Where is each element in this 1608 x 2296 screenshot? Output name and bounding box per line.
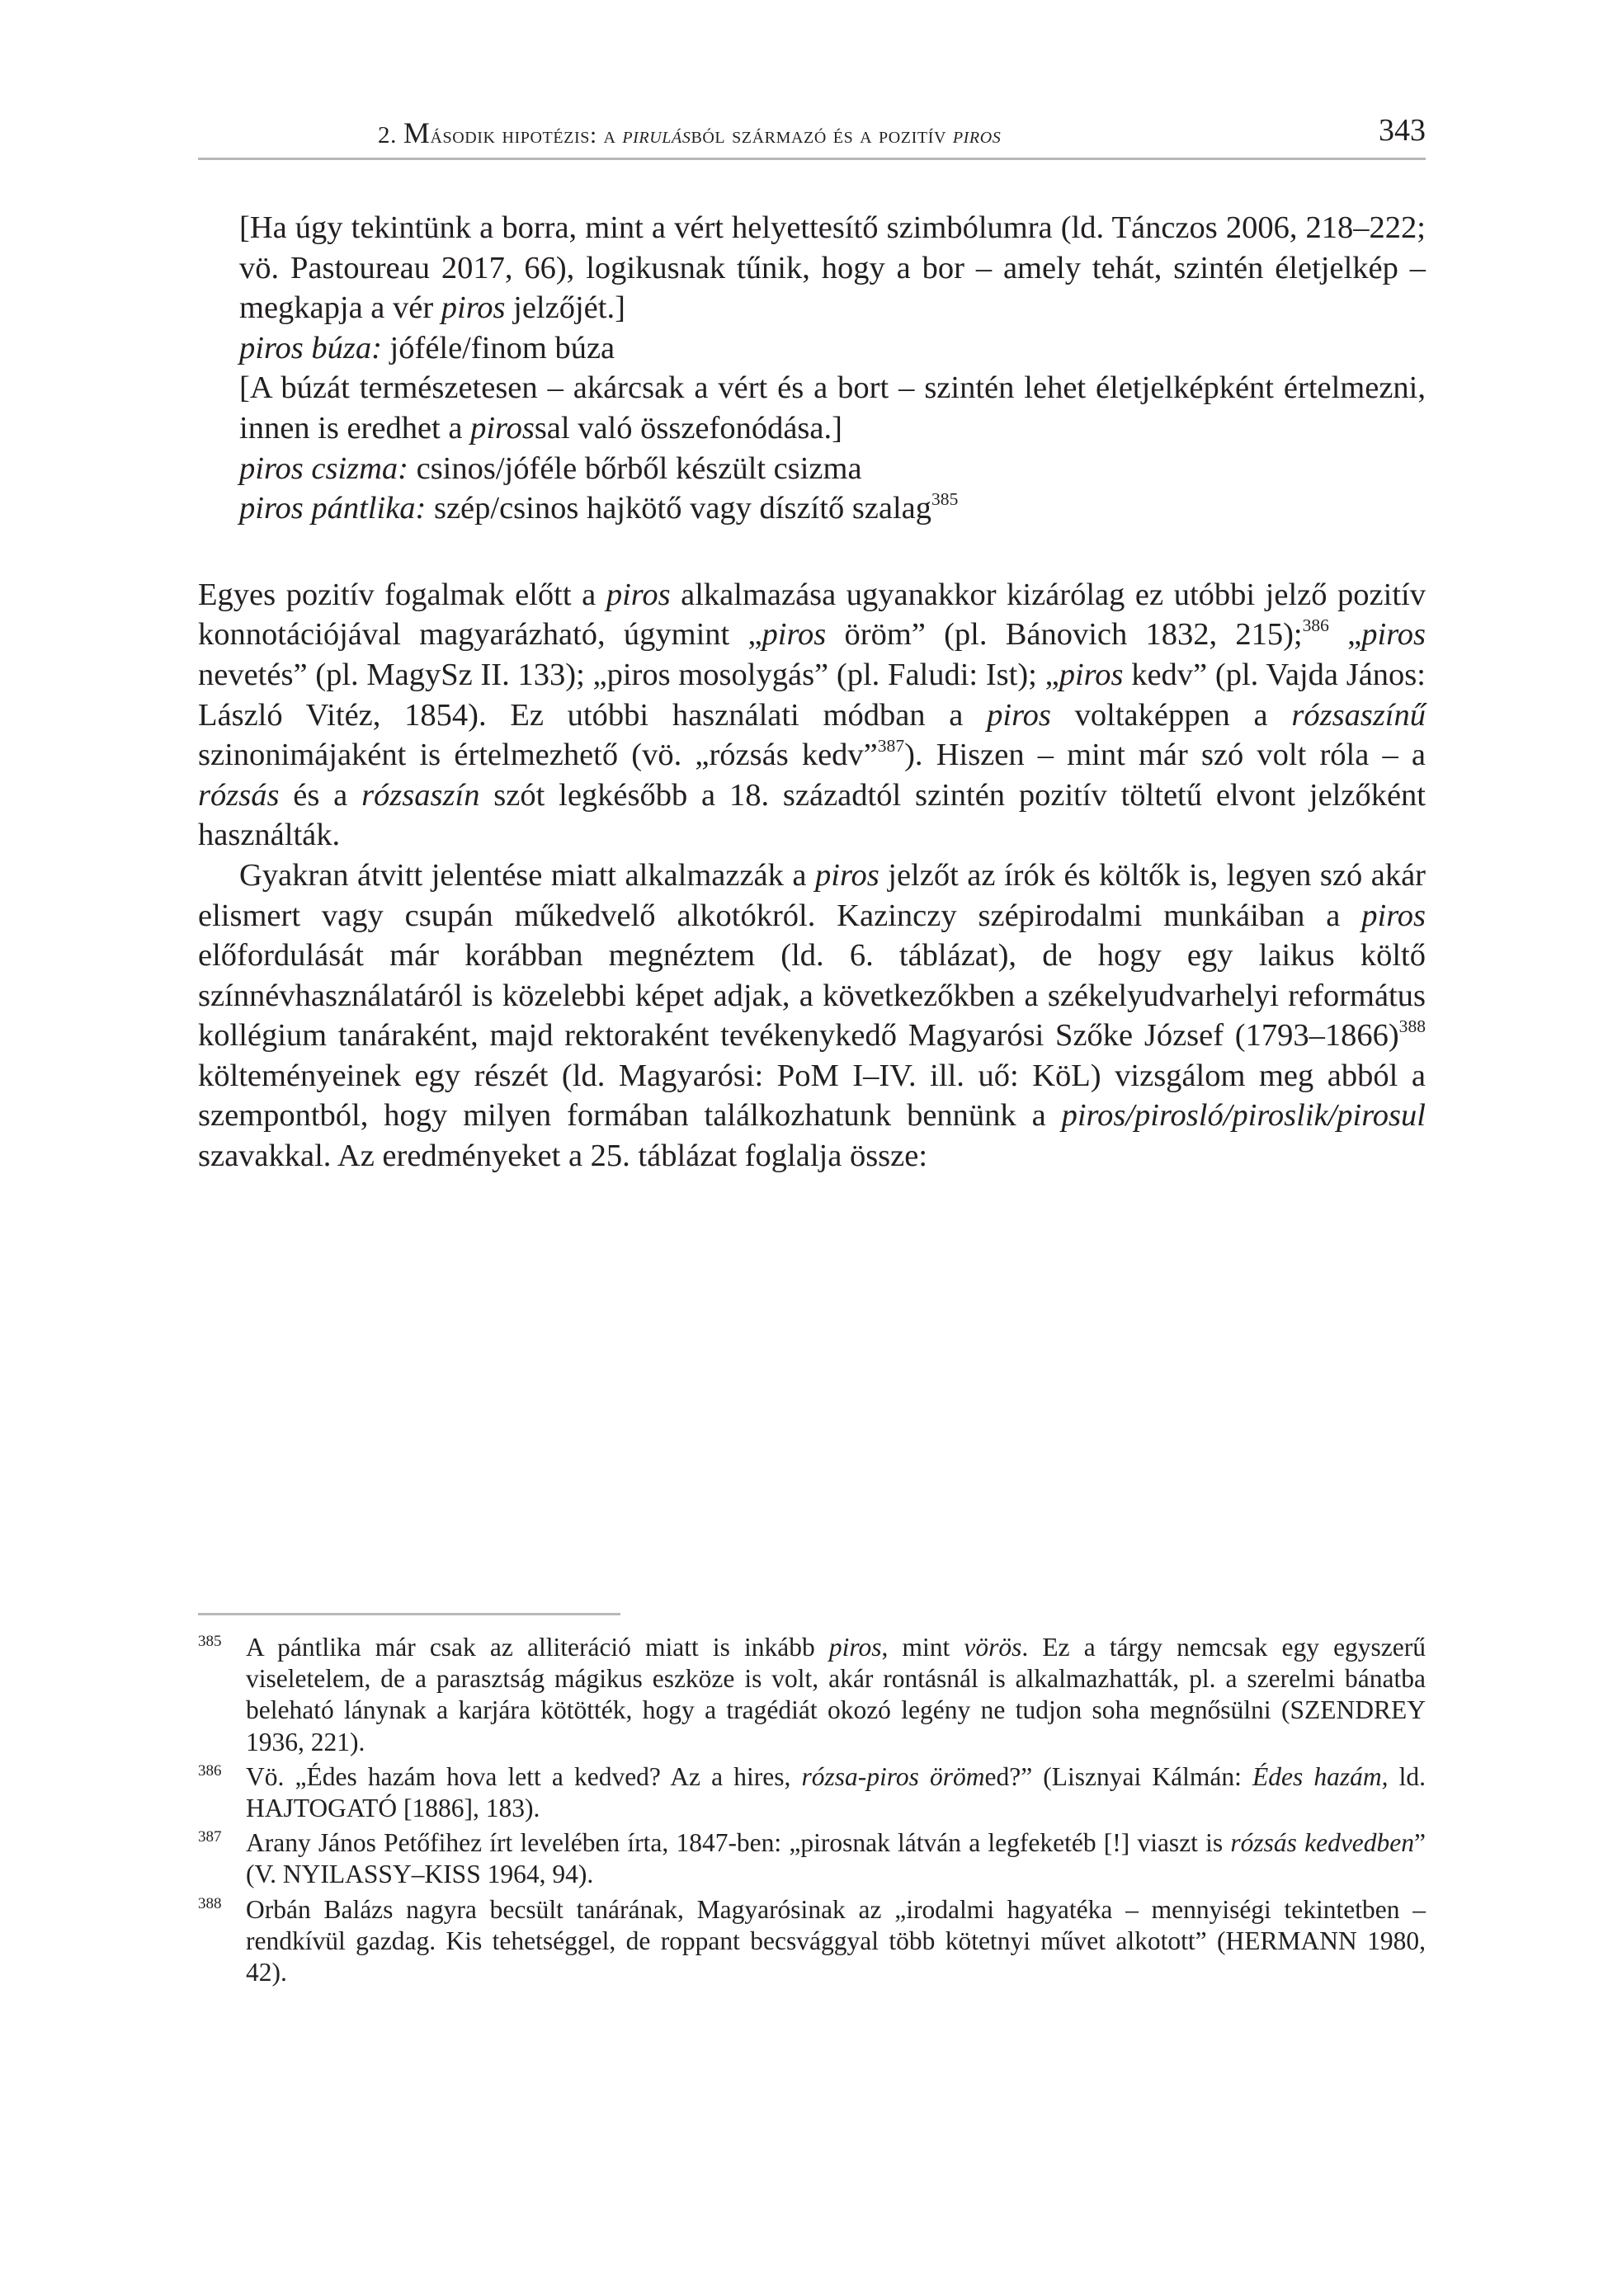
text: Arany János Petőfihez írt levelében írta, 1847-ben: „pirosnak látván a legfeketéb [!] viaszt is [246,1828,1231,1858]
italic-term: piros [987,697,1051,733]
example-list [198,208,1426,529]
footnote-387 [198,1827,1426,1890]
footnote-number: 387 [198,1828,222,1846]
footnote-388 [198,1894,1426,1989]
header-rule [198,158,1426,160]
text: ed?” (Lisznyai Kálmán: [984,1761,1252,1791]
italic-term: piros [828,1633,882,1662]
page-number: 343 [1379,113,1426,148]
italic-term: piros [1059,657,1124,692]
text: Orbán Balázs nagyra becsült tanárának, Magyarósinak az „irodalmi hagyatéka – mennyiségi tekintetben – rendkívül gazdag. Kis tehetséggel, de roppant becsvággyal több kötetnyi művet alkotott” (HERMANN 1980, 42). [246,1894,1426,1987]
entry-piros-csizma [239,449,1426,489]
footnote-385 [198,1632,1426,1758]
text: előfordulását már korábban megnéztem (ld. 6. táblázat), de hogy egy laikus költő színnévhasználatáról is közelebbi képet adjak, a következőkben a székelyudvarhelyi református kollégium tanáraként, majd rektoraként tevékenykedő Magyarósi Szőke József (1793–1866) [198,938,1426,1054]
footnote-ref-387[interactable]: 387 [877,735,905,756]
entry-definition: szép/csinos hajkötő vagy díszítő szalag [426,491,932,526]
text: szinonimájaként is értelmezhető (vö. „rózsás kedv” [198,738,878,773]
text: szavakkal. Az eredményeket a 25. táblázat foglalja össze: [198,1139,928,1174]
text: . Ez a tárgy nemcsak egy egyszerű viseletelem, de a parasztság mágikus eszköze is volt, akár rontásnál is alkalmazhatták, pl. a szerelmi bánatba beleható lánynak a karjára kötötték, hogy a tragédiát okozó legény ne tudjon soha megnősülni (SZENDREY 1936, 221). [246,1633,1426,1756]
footnote-number: 385 [198,1633,222,1650]
footnote-ref-386[interactable]: 386 [1302,615,1329,636]
text: Vö. „Édes hazám hova lett a kedved? Az a hires, [246,1761,802,1791]
text: költeményeinek egy részét (ld. Magyarósi: PoM I–IV. ill. uő: KöL) vizsgálom meg abból a szempontból, hogy milyen formában találkozhatunk bennünk a [198,1058,1426,1134]
title-italic: piros [952,122,1002,149]
note-bor [239,208,1426,328]
footnote-number: 386 [198,1761,222,1780]
title-text: ból származó és a pozitív [691,122,953,149]
entry-term: piros pántlika: [239,491,427,526]
entry-piros-pantlika [239,488,1426,529]
text: A pántlika már csak az alliteráció miatt is inkább [246,1633,829,1662]
text: ld. HAJTOGATÓ [1886], 183). [246,1761,1426,1823]
text: ” (V. NYILASSY–KISS 1964, 94). [246,1828,1426,1889]
text: kedv” (pl. Vajda János: László Vitéz, 1854). Ez utóbbi használati módban a [198,657,1426,733]
italic-term: rózsaszín [361,777,480,813]
chapter-number: 2. [378,122,397,149]
text: Gyakran átvitt jelentése miatt alkalmazzák a [239,857,815,893]
footnote-rule [198,1613,620,1615]
note-buza [239,368,1426,448]
italic-term: Édes hazám, [1252,1761,1389,1791]
entry-definition: jóféle/finom búza [381,330,615,365]
text: és a [279,777,362,813]
entry-piros-buza [239,328,1426,369]
text: , mint [881,1633,964,1662]
text: voltaképpen a [1050,697,1292,733]
text: szót legkésőbb a 18. századtól szintén pozitív töltetű elvont jelzőként használták. [198,777,1426,853]
running-header [198,112,1426,153]
italic-term: vörös [964,1633,1022,1662]
text: alkalmazása ugyanakkor kizárólag ez utóbbi jelző pozitív konnotációjával magyarázható, úgymint „ [198,577,1426,653]
title-italic: pirulás [622,122,691,149]
text: jelzőjét.] [505,290,625,326]
italic-term: piros [1361,617,1426,653]
text: öröm” (pl. Bánovich 1832, 215); [826,617,1303,653]
italic-term: piros/pirosló/piroslik/pirosul [1061,1098,1426,1134]
paragraph-2 [198,856,1426,1176]
italic-term: rózsás kedvedben [1230,1828,1415,1858]
text: ). Hiszen – mint már szó volt róla – a [904,738,1426,773]
entry-term: piros csizma: [239,450,408,486]
title-text: ásodik hipotézis: a [430,122,623,149]
paragraph-1 [198,575,1426,856]
italic-term: piros [762,617,827,653]
running-title [378,116,1001,150]
italic-term: piros [815,857,879,893]
text: sal való összefonódása.] [534,410,842,446]
text: „ [1328,617,1362,653]
italic-term: rózsás [198,777,280,813]
footnote-ref-388[interactable]: 388 [1398,1016,1426,1037]
text: [Ha úgy tekintünk a borra, mint a vért helyettesítő szimbólumra (ld. Tánczos 2006, 218–222; vö. Pastoureau 2017, 66), logikusnak tűnik, hogy a bor – amely tehát, szintén életjelkép – megkapja a vér [239,210,1426,326]
main-text [198,208,1426,1176]
italic-term: rózsa-piros öröm [801,1761,985,1791]
footnotes [198,1632,1426,1992]
italic-term: piros [470,410,535,446]
italic-term: piros [1361,898,1426,933]
footnote-386 [198,1761,1426,1824]
text: Egyes pozitív fogalmak előtt a [198,577,606,612]
footnote-ref-385[interactable]: 385 [931,489,959,509]
italic-term: piros [606,577,671,612]
italic-term: rózsaszínű [1291,697,1426,733]
entry-term: piros búza: [239,330,382,365]
footnote-number: 388 [198,1894,222,1912]
title-initial: M [403,116,431,149]
text: nevetés” (pl. MagySz II. 133); „piros mosolygás” (pl. Faludi: Ist); „ [198,657,1059,692]
text: jelzőt az írók és költők is, legyen szó akár elismert vagy csupán műkedvelő alkotókról. Kazinczy szépirodalmi munkáiban a [198,857,1426,933]
italic-term: piros [441,290,506,326]
entry-definition: csinos/jóféle bőrből készült csizma [408,450,862,486]
text: [A búzát természetesen – akárcsak a vért és a bort – szintén lehet életjelképként értelmezni, innen is eredhet a [239,370,1426,446]
